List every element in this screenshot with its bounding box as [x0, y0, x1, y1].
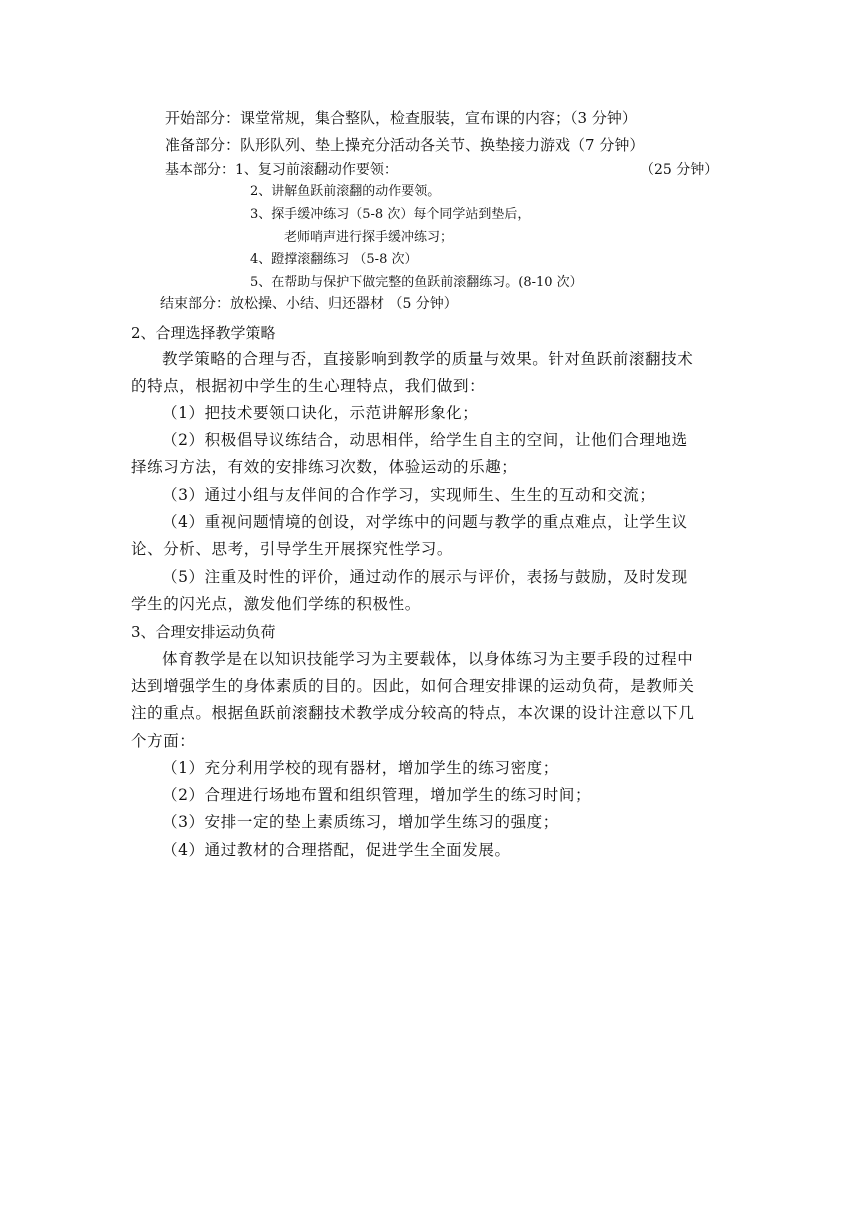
list-item: （4）通过教材的合理搭配，促进学生全面发展。: [162, 841, 511, 859]
lesson-basic-time: （25 分钟）: [640, 162, 719, 178]
lesson-basic-item: 老师哨声进行探手缓冲练习；: [284, 230, 454, 245]
lesson-end-line: 结束部分：放松操、小结、归还器材 （5 分钟）: [160, 296, 458, 312]
list-item: （3）安排一定的垫上素质练习，增加学生练习的强度；: [162, 813, 559, 831]
paragraph-line: 个方面：: [131, 732, 196, 750]
list-item-continuation: 择练习方法，有效的安排练习次数，体验运动的乐趣；: [131, 458, 518, 476]
list-item: （2）积极倡导议练结合，动思相伴，给学生自主的空间，让他们合理地选: [162, 431, 688, 449]
section-heading: 3、合理安排运动负荷: [131, 623, 276, 641]
paragraph-line: 注的重点。根据鱼跃前滚翻技术教学成分较高的特点，本次课的设计注意以下几: [131, 704, 695, 722]
lesson-basic-item: 3、探手缓冲练习（5-8 次）每个同学站到垫后，: [250, 207, 531, 222]
list-item: （1）把技术要领口诀化，示范讲解形象化；: [162, 404, 479, 422]
list-item: （3）通过小组与友伴间的合作学习，实现师生、生生的互动和交流；: [162, 486, 656, 504]
list-item-continuation: 学生的闪光点，激发他们学练的积极性。: [131, 595, 421, 613]
lesson-basic-item: 2、讲解鱼跃前滚翻的动作要领。: [250, 184, 441, 199]
paragraph-line: 达到增强学生的身体素质的目的。因此，如何合理安排课的运动负荷，是教师关: [131, 677, 695, 695]
list-item-continuation: 论、分析、思考，引导学生开展探究性学习。: [131, 540, 454, 558]
lesson-start-line: 开始部分：课堂常规，集合整队，检查服装，宣布课的内容；（3 分钟）: [165, 109, 637, 127]
section-heading: 2、合理选择教学策略: [131, 324, 276, 342]
paragraph-line: 教学策略的合理与否，直接影响到教学的质量与效果。针对鱼跃前滚翻技术: [162, 350, 694, 368]
list-item: （4）重视问题情境的创设，对学练中的问题与教学的重点难点，让学生议: [162, 513, 688, 531]
paragraph-line: 体育教学是在以知识技能学习为主要载体，以身体练习为主要手段的过程中: [162, 650, 694, 668]
lesson-basic-item: 4、蹬撑滚翻练习 （5-8 次）: [250, 252, 418, 267]
paragraph-line: 的特点，根据初中学生的生心理特点，我们做到：: [131, 377, 486, 395]
list-item: （1）充分利用学校的现有器材，增加学生的练习密度；: [162, 759, 559, 777]
list-item: （5）注重及时性的评价，通过动作的展示与评价，表扬与鼓励，及时发现: [162, 568, 688, 586]
lesson-prepare-line: 准备部分：队形队列、垫上操充分活动各关节、换垫接力游戏（7 分钟）: [165, 136, 645, 154]
lesson-basic-label: 基本部分：1、复习前滚翻动作要领：: [165, 162, 398, 178]
list-item: （2）合理进行场地布置和组织管理，增加学生的练习时间；: [162, 786, 592, 804]
lesson-basic-item: 5、在帮助与保护下做完整的鱼跃前滚翻练习。(8-10 次）: [250, 275, 583, 290]
